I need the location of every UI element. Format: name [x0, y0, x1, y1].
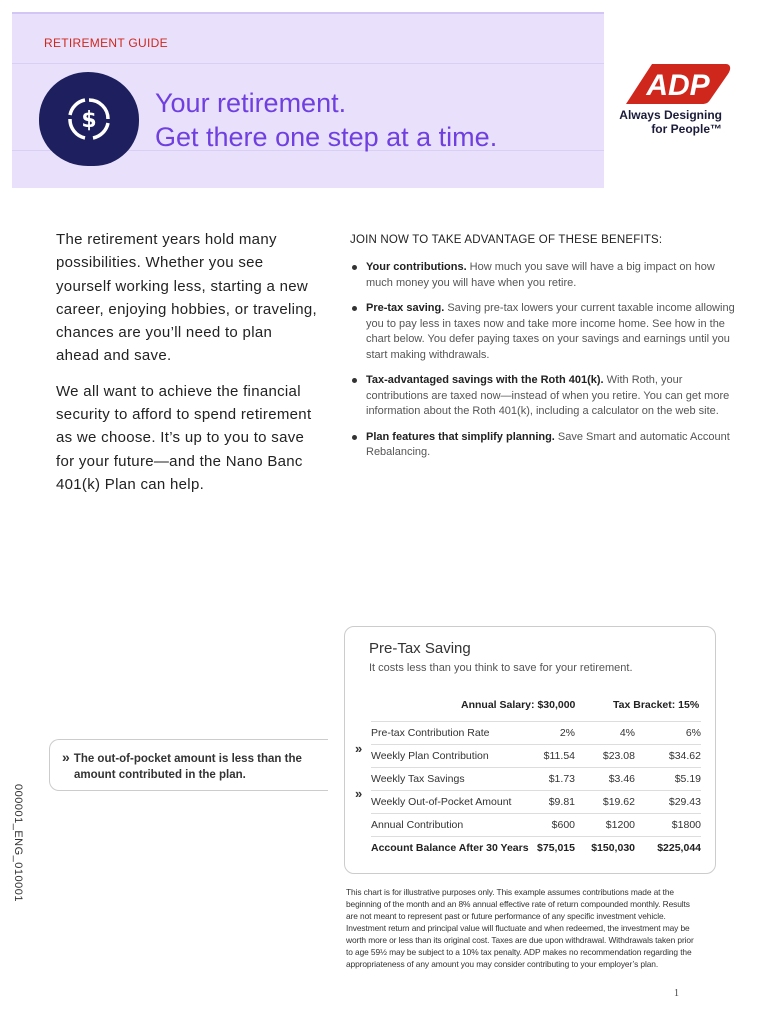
callout-box: [49, 739, 328, 791]
cell-value: $75,015: [531, 837, 575, 860]
cell-value: $19.62: [575, 791, 635, 814]
header-banner: [12, 12, 604, 188]
cell-value: $600: [531, 814, 575, 837]
callout-line-1: The out-of-pocket amount is less than the: [73, 753, 302, 765]
cell-value: $225,044: [635, 837, 701, 860]
page-number: 1: [674, 988, 679, 999]
bullet-icon: [352, 378, 357, 383]
table-row: [371, 745, 701, 768]
table-subtitle: It costs less than you think to save for your retirement.: [369, 662, 633, 674]
list-item: [350, 301, 735, 363]
header-divider: [12, 63, 604, 64]
cell-value: $5.19: [635, 768, 701, 791]
table-row: [371, 791, 701, 814]
row-label: Weekly Plan Contribution: [371, 745, 531, 768]
adp-logo: [622, 60, 732, 106]
eyebrow-label: RETIREMENT GUIDE: [44, 36, 168, 50]
brand-tagline: [618, 108, 722, 136]
table-row: [371, 814, 701, 837]
table-title: Pre-Tax Saving: [369, 640, 471, 657]
annual-salary: Annual Salary: $30,000: [461, 699, 576, 711]
tagline-line-1: Always Designing: [619, 108, 722, 122]
intro-paragraph: We all want to achieve the financial security to afford to spend retirement as we choose. It’s up to you to save for your future—and the Nano Banc 401(k) Plan can help.: [56, 382, 312, 493]
double-chevron-icon: »: [62, 749, 70, 765]
benefit-text: Save Smart and automatic Account Rebalancing.: [366, 430, 730, 458]
cell-value: $23.08: [575, 745, 635, 768]
pretax-saving-table: [371, 721, 701, 859]
benefit-heading: Plan features that simplify planning.: [366, 430, 555, 443]
document-code-wrapper: [12, 784, 26, 902]
cell-value: $3.46: [575, 768, 635, 791]
cell-value: $29.43: [635, 791, 701, 814]
row-label: Weekly Tax Savings: [371, 768, 531, 791]
callout-line-2: amount contributed in the plan.: [74, 769, 246, 781]
cell-value: $34.62: [635, 745, 701, 768]
disclaimer-text: This chart is for illustrative purposes only. This example assumes contributions made at the beginning of the month and an 8% annual effective rate of return compounded monthly. Results are not meant to represent past or future performance of any specific investment vehicle. Investment return and principal value will fluctuate and when redeemed, the investment may be worth more or less than its original cost. Taxes are due upon withdrawal. Withdrawals taken prior to age 59½ may be subject to a 10% tax penalty. ADP makes no recommendation regarding the appropriateness of any amount you may consider contributing to your employer’s plan.: [346, 887, 694, 969]
headline-line-1: Your retirement.: [155, 88, 347, 118]
benefits-list: [350, 234, 735, 471]
headline-line-2: Get there one step at a time.: [155, 122, 498, 152]
intro-paragraph: The retirement years hold many possibilities. Whether you see yourself working less, starting a new career, enjoying hobbies, or traveling, chances are you’ll need to plan ahead and save.: [56, 231, 318, 365]
table-row: [371, 768, 701, 791]
row-label: Annual Contribution: [371, 814, 531, 837]
list-item: [350, 373, 735, 420]
row-label: Weekly Out-of-Pocket Amount: [371, 791, 531, 814]
row-label: Account Balance After 30 Years: [371, 837, 531, 860]
svg-text:$: $: [81, 108, 97, 133]
cell-value: 6%: [635, 722, 701, 745]
cell-value: 2%: [531, 722, 575, 745]
bullet-icon: [352, 306, 357, 311]
cell-value: 4%: [575, 722, 635, 745]
table-row: [371, 837, 701, 860]
cell-value: $1200: [575, 814, 635, 837]
benefit-heading: Pre-tax saving.: [366, 302, 445, 314]
intro-text: [56, 228, 318, 508]
pretax-saving-table-box: [344, 626, 716, 874]
tagline-line-2: for People™: [651, 122, 722, 136]
cell-value: $1.73: [531, 768, 575, 791]
bullet-icon: [352, 435, 357, 440]
row-label: Pre-tax Contribution Rate: [371, 722, 531, 745]
list-item: [350, 430, 735, 461]
benefit-heading: Tax-advantaged savings with the Roth 401(k).: [366, 374, 604, 386]
benefits-title: JOIN NOW TO TAKE ADVANTAGE OF THESE BENEFITS:: [350, 234, 663, 246]
dollar-coin-icon: [39, 72, 139, 166]
page-title: [155, 86, 497, 154]
adp-logo-text: ADP: [646, 69, 710, 102]
tax-bracket: Tax Bracket: 15%: [613, 699, 700, 711]
cell-value: $9.81: [531, 791, 575, 814]
bullet-icon: [352, 265, 357, 270]
benefit-text: With Roth, your contributions are taxed now—instead of when you retire. You can get more information about the Roth 401(k), including a calculator on the web site.: [366, 374, 730, 417]
benefit-heading: Your contributions.: [366, 261, 467, 273]
cell-value: $150,030: [575, 837, 635, 860]
benefit-text: Saving pre-tax lowers your current taxable income allowing you to pay less in taxes now and take more income home. See how in the chart below. You defer paying taxes on your savings and earnings until you start making withdrawals.: [366, 302, 735, 361]
callout-text: [62, 749, 302, 783]
document-code: 000001_ENG_010001: [12, 784, 24, 902]
table-row: [371, 722, 701, 745]
cell-value: $11.54: [531, 745, 575, 768]
benefit-text: How much you save will have a big impact on how much money you will have when you retire.: [366, 261, 715, 289]
double-chevron-icon: »: [355, 741, 363, 756]
double-chevron-icon: »: [355, 786, 363, 801]
cell-value: $1800: [635, 814, 701, 837]
list-item: [350, 260, 735, 291]
